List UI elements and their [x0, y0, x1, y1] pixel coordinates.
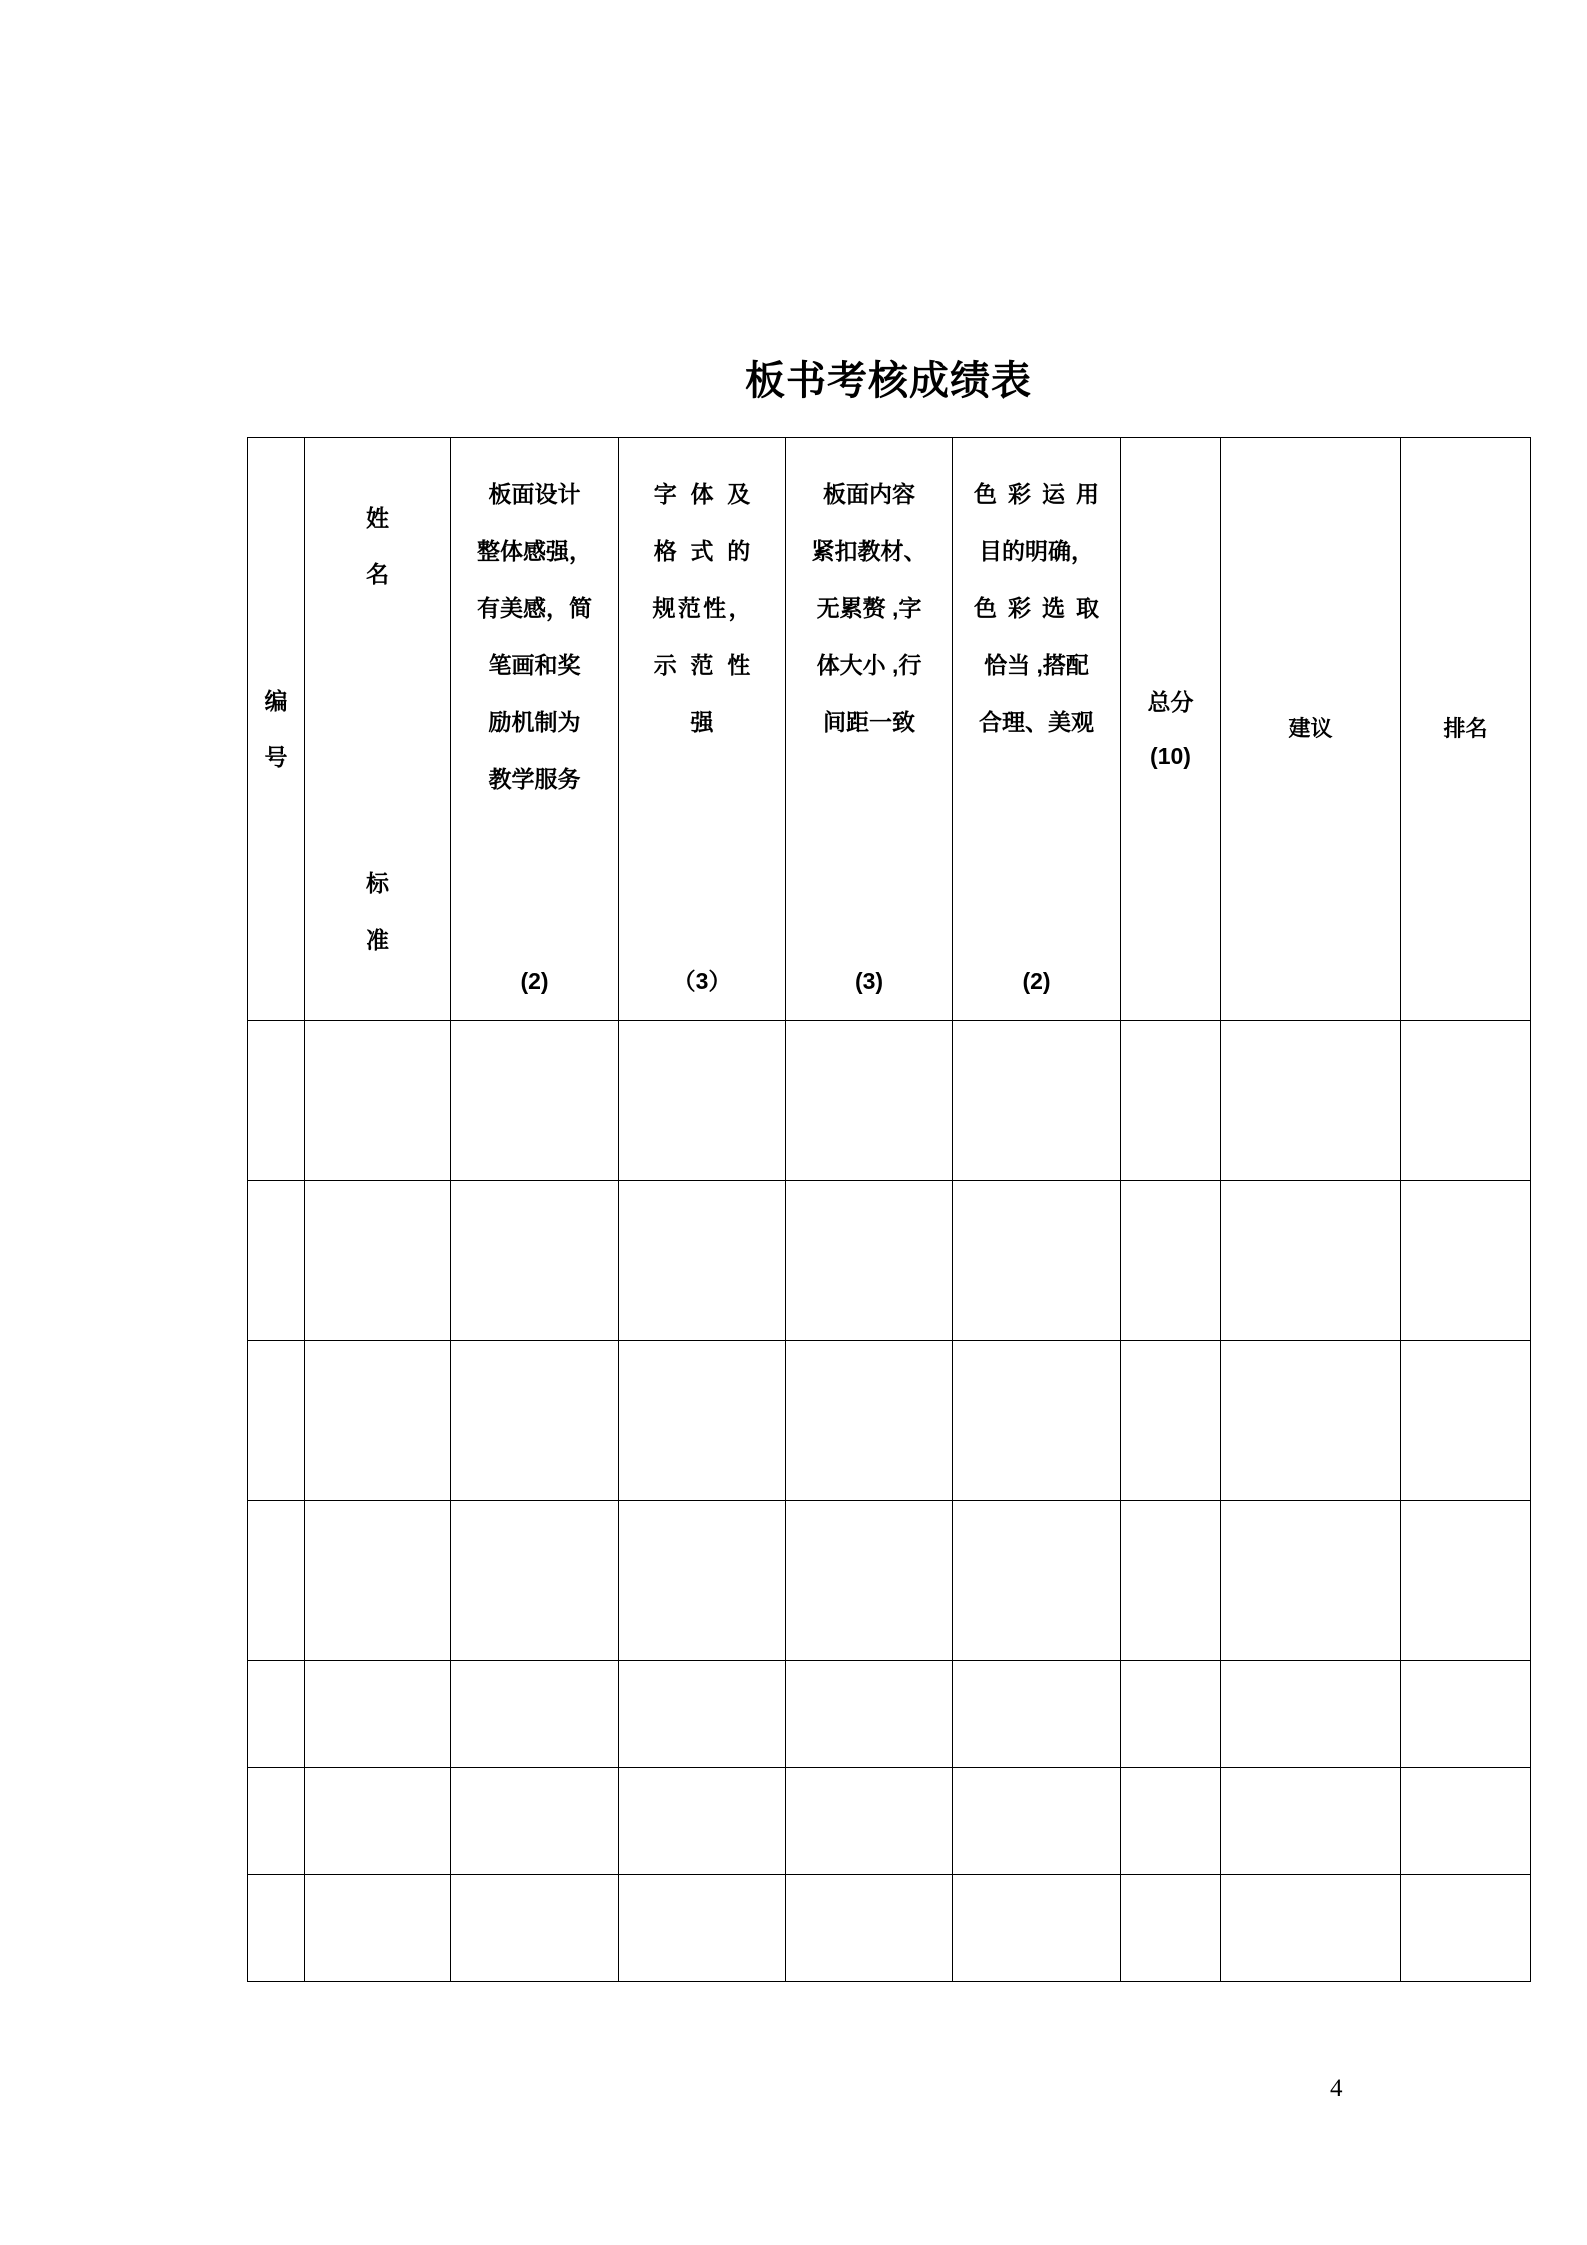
cell-rank[interactable]: [1401, 1875, 1531, 1982]
cell-rank[interactable]: [1401, 1181, 1531, 1341]
cell-name[interactable]: [305, 1501, 451, 1661]
criterion-line: 笔画和奖: [488, 652, 581, 679]
criterion-board-content: [786, 438, 952, 1020]
cell-id[interactable]: [248, 1341, 305, 1501]
cell-name[interactable]: [305, 1181, 451, 1341]
criterion-line: 体大小 ,行: [816, 652, 922, 679]
criterion-weight: (2): [520, 967, 549, 994]
cell-board-content[interactable]: [786, 1768, 953, 1875]
header-cell-suggestion: 建议: [1221, 438, 1401, 1021]
cell-color-usage[interactable]: [953, 1021, 1121, 1181]
cell-total-score[interactable]: [1121, 1661, 1221, 1768]
cell-total-score[interactable]: [1121, 1021, 1221, 1181]
cell-layout-design[interactable]: [451, 1021, 619, 1181]
cell-rank[interactable]: [1401, 1768, 1531, 1875]
cell-total-score[interactable]: [1121, 1501, 1221, 1661]
total-score-max: (10): [1150, 743, 1191, 769]
cell-color-usage[interactable]: [953, 1768, 1121, 1875]
cell-board-content[interactable]: [786, 1341, 953, 1501]
cell-total-score[interactable]: [1121, 1768, 1221, 1875]
criterion-line: 规范性，: [652, 595, 754, 622]
table-header-row: [248, 438, 1531, 1021]
table-row: [248, 1501, 1531, 1661]
header-cell-layout-design: [451, 438, 619, 1021]
criterion-weight: (2): [1022, 967, 1051, 994]
cell-layout-design[interactable]: [451, 1768, 619, 1875]
cell-font-and-format[interactable]: [619, 1501, 786, 1661]
header-cell-name-standard: [305, 438, 451, 1021]
cell-suggestion[interactable]: [1221, 1341, 1401, 1501]
criterion-weight: (3): [854, 967, 884, 994]
header-cell-rank: 排名: [1401, 438, 1531, 1021]
name-label-group: [366, 490, 389, 603]
cell-color-usage[interactable]: [953, 1661, 1121, 1768]
header-cell-id: [248, 438, 305, 1021]
cell-layout-design[interactable]: [451, 1181, 619, 1341]
cell-rank[interactable]: [1401, 1501, 1531, 1661]
criterion-line: 色 彩 运 用: [974, 481, 1102, 507]
standard-label-char-1: 标: [366, 870, 389, 897]
criterion-line: 教学服务: [488, 766, 581, 793]
cell-total-score[interactable]: [1121, 1181, 1221, 1341]
cell-rank[interactable]: [1401, 1341, 1531, 1501]
cell-id[interactable]: [248, 1661, 305, 1768]
cell-name[interactable]: [305, 1768, 451, 1875]
cell-suggestion[interactable]: [1221, 1661, 1401, 1768]
total-score-label: 总分: [1147, 688, 1194, 715]
criterion-line: 板面内容: [823, 481, 915, 507]
cell-total-score[interactable]: [1121, 1341, 1221, 1501]
cell-font-and-format[interactable]: [619, 1021, 786, 1181]
id-label-char-1: 编: [264, 687, 288, 714]
cell-suggestion[interactable]: [1221, 1768, 1401, 1875]
name-label-char-2: 名: [366, 561, 389, 588]
criterion-line: 励机制为: [488, 709, 581, 736]
cell-id[interactable]: [248, 1021, 305, 1181]
standard-label-group: [366, 855, 389, 968]
criterion-line: 间距一致: [823, 709, 915, 736]
name-standard-stack: [305, 438, 450, 1020]
criterion-font-and-format: [619, 438, 785, 1020]
cell-total-score[interactable]: [1121, 1875, 1221, 1982]
criterion-lines: [959, 466, 1114, 751]
criterion-line: 紧扣教材、: [811, 538, 927, 565]
cell-color-usage[interactable]: [953, 1501, 1121, 1661]
cell-name[interactable]: [305, 1875, 451, 1982]
criterion-line: 合理、美观: [979, 709, 1094, 736]
cell-font-and-format[interactable]: [619, 1661, 786, 1768]
criterion-lines: [792, 466, 946, 751]
cell-color-usage[interactable]: [953, 1181, 1121, 1341]
cell-color-usage[interactable]: [953, 1341, 1121, 1501]
table-row: [248, 1341, 1531, 1501]
total-score-stack: [1121, 438, 1220, 1020]
cell-board-content[interactable]: [786, 1875, 953, 1982]
cell-rank[interactable]: [1401, 1661, 1531, 1768]
criterion-line: 示 范 性: [653, 652, 754, 679]
table-row: [248, 1021, 1531, 1181]
id-label-char-2: 号: [264, 744, 288, 770]
table-row: [248, 1181, 1531, 1341]
cell-font-and-format[interactable]: [619, 1181, 786, 1341]
criterion-line: 格 式 的: [653, 538, 754, 565]
cell-board-content[interactable]: [786, 1661, 953, 1768]
criterion-line: 色 彩 选 取: [974, 595, 1102, 622]
cell-suggestion[interactable]: [1221, 1501, 1401, 1661]
table-row: [248, 1875, 1531, 1982]
standard-label-char-2: 准: [366, 926, 389, 953]
cell-name[interactable]: [305, 1341, 451, 1501]
criterion-line: 恰当 ,搭配: [984, 652, 1089, 679]
table-row: [248, 1661, 1531, 1768]
criterion-line: 整体感强，: [477, 538, 592, 565]
cell-board-content[interactable]: [786, 1021, 953, 1181]
criterion-line: 字 体 及: [653, 481, 754, 507]
criterion-line: 有美感，简: [477, 595, 592, 622]
cell-font-and-format[interactable]: [619, 1875, 786, 1982]
table-row: [248, 1768, 1531, 1875]
header-cell-board-content: [786, 438, 953, 1021]
score-table: [247, 437, 1531, 1982]
criterion-line: 强: [690, 709, 716, 736]
criterion-line: 无累赘 ,字: [816, 595, 922, 622]
criterion-weight: （3）: [672, 967, 732, 994]
criterion-color-usage: [953, 438, 1120, 1020]
cell-suggestion[interactable]: [1221, 1875, 1401, 1982]
cell-suggestion[interactable]: [1221, 1181, 1401, 1341]
criterion-line: 板面设计: [488, 481, 581, 507]
cell-name[interactable]: [305, 1021, 451, 1181]
cell-name[interactable]: [305, 1661, 451, 1768]
header-cell-color-usage: [953, 438, 1121, 1021]
page-title: 板书考核成绩表: [745, 359, 1032, 403]
cell-layout-design[interactable]: [451, 1875, 619, 1982]
criterion-layout-design: [451, 438, 618, 1020]
cell-board-content[interactable]: [786, 1501, 953, 1661]
criterion-line: 目的明确，: [979, 538, 1094, 565]
cell-font-and-format[interactable]: [619, 1341, 786, 1501]
id-label-stack: [248, 438, 304, 1020]
header-cell-total-score: [1121, 438, 1221, 1021]
header-cell-font-and-format: [619, 438, 786, 1021]
page-number: 4: [1330, 2075, 1343, 2102]
cell-id[interactable]: [248, 1501, 305, 1661]
cell-id[interactable]: [248, 1768, 305, 1875]
criterion-lines: [457, 466, 612, 808]
cell-layout-design[interactable]: [451, 1661, 619, 1768]
cell-id[interactable]: [248, 1181, 305, 1341]
cell-board-content[interactable]: [786, 1181, 953, 1341]
criterion-lines: [625, 466, 779, 751]
cell-font-and-format[interactable]: [619, 1768, 786, 1875]
cell-layout-design[interactable]: [451, 1341, 619, 1501]
cell-rank[interactable]: [1401, 1021, 1531, 1181]
cell-id[interactable]: [248, 1875, 305, 1982]
cell-layout-design[interactable]: [451, 1501, 619, 1661]
name-label-char-1: 姓: [366, 505, 389, 531]
cell-suggestion[interactable]: [1221, 1021, 1401, 1181]
cell-color-usage[interactable]: [953, 1875, 1121, 1982]
